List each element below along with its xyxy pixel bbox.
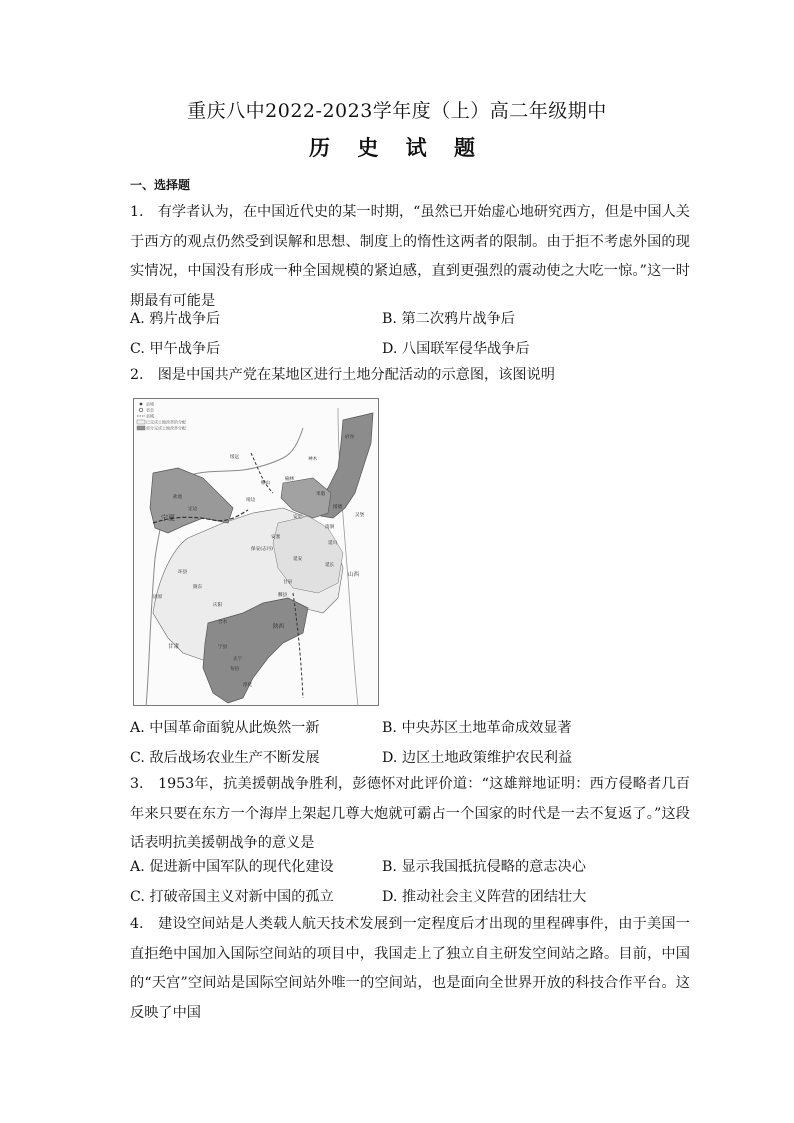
legend-label-3: 已完成土地改革的分配	[146, 419, 186, 425]
map-label-yanan: 延安	[293, 557, 303, 562]
question-3-options	[130, 853, 690, 912]
question-4-stem: 4. 建设空间站是人类载人航天技术发展到一定程度后才出现的里程碑事件，由于美国一直拒绝中国加入国际空间站的项目中，我国走上了独立自主研发空间站之路。目前，中国的“天宫”空间站是国际空间站外唯一的空间站，也是面向全世界开放的科技合作平台。这反映了中国	[130, 916, 690, 1021]
legend-label-2: 县城	[146, 413, 154, 419]
legend-label-0: 县城	[146, 401, 154, 407]
map-label-yanchi: 盐池	[173, 495, 183, 500]
map-label-mizhi: 米脂	[316, 492, 326, 497]
question-1-stem: 1. 有学者认为，在中国近代史的某一时期，“虽然已开始虚心地研究西方，但是中国人关于西方的观点仍然受到误解和思想、制度上的惰性这两者的限制。由于拒不考虑外国的现实情况，中国没有形成一种全国规模的紧迫感，直到更强烈的震动使之大吃一惊。”这一时期最有可能是	[130, 204, 690, 309]
map-label-fugu: 府谷	[345, 435, 355, 440]
legend-label-1: 省会	[146, 407, 154, 413]
legend-label-4: 部分完成土地改革分配	[146, 425, 186, 431]
map-label-shaanxi: 陕西	[273, 624, 285, 630]
map-label-qingjian: 清涧	[325, 525, 335, 530]
map-label-ningxian: 宁县	[218, 645, 228, 650]
map-label-yanchang: 延长	[325, 563, 335, 568]
map-label-dingbian: 定边	[188, 507, 198, 512]
map-label-longdong: 陇东	[193, 585, 203, 590]
map-label-guyuan: 固原	[153, 595, 163, 600]
map-label-ganquan: 甘泉	[283, 580, 293, 585]
map-label-fuxian: 鄜县	[278, 593, 288, 598]
map-label-shanxi: 山西	[348, 572, 360, 578]
map-label-qingyang: 庆阳	[213, 603, 223, 608]
map-label-shenmu: 神木	[308, 457, 318, 462]
map-label-chunhua: 淳化	[243, 683, 253, 688]
option-d: D. 边区土地政策维护农民利益	[382, 749, 573, 766]
map-label-jingbian: 靖边	[246, 498, 256, 503]
map-label-heshui: 合水	[218, 620, 228, 625]
map-label-suide: 绥德	[333, 505, 343, 510]
option-c: C. 甲午战争后	[130, 340, 221, 357]
question-1-options	[130, 305, 690, 364]
land-distribution-map	[133, 398, 379, 706]
option-b: B. 显示我国抵抗侵略的意志决心	[382, 859, 586, 875]
question-3-stem: 3. 1953年，抗美援朝战争胜利，彭德怀对此评价道：“这雄辩地证明：西方侵略者几百年来只要在东方一个海岸上架起几尊大炮就可霸占一个国家的时代是一去不复返了。”这段话表明抗美援朝战争的意义是	[130, 776, 690, 851]
map-label-gansu: 甘肃	[168, 644, 180, 650]
map-label-ansai: 安塞	[271, 535, 281, 540]
option-b: B. 中央苏区土地革命成效显著	[382, 720, 572, 736]
question-2-options	[130, 714, 690, 773]
map-label-yanchuan: 延川	[328, 541, 338, 546]
option-b: B. 第二次鸦片战争后	[382, 311, 515, 327]
option-a: A. 鸦片战争后	[130, 311, 221, 327]
page-title: 重庆八中2022-2023学年度（上）高二年级期中	[187, 100, 607, 122]
map-label-hengshan: 横山	[261, 481, 271, 486]
map-label-wubao: 吴堡	[355, 513, 365, 518]
map-label-zhengning: 正宁	[233, 657, 243, 662]
map-label-huanxian: 环县	[178, 570, 188, 575]
map-label-baoan: 保安(志丹)	[251, 547, 273, 552]
map-label-xunyi: 旬邑	[230, 667, 240, 672]
question-2-stem: 2. 图是中国共产党在某地区进行土地分配活动的示意图，该图说明	[130, 367, 555, 383]
section-heading: 一、选择题	[130, 178, 191, 192]
option-c: C. 打破帝国主义对新中国的孤立	[130, 888, 334, 905]
option-c: C. 敌后战场农业生产不断发展	[130, 749, 320, 766]
subject-title: 历 史 试 题	[309, 135, 485, 160]
map-label-yulin: 榆林	[285, 477, 295, 482]
option-a: A. 中国革命面貌从此焕然一新	[130, 720, 320, 736]
option-d: D. 推动社会主义阵营的团结壮大	[382, 888, 587, 905]
map-label-suiyuan: 绥远	[230, 455, 240, 460]
option-d: D. 八国联军侵华战争后	[382, 340, 530, 357]
option-a: A. 促进新中国军队的现代化建设	[130, 859, 334, 875]
map-label-anding: 安定	[293, 515, 303, 520]
map-label-ningxia: 宁夏	[161, 514, 175, 522]
